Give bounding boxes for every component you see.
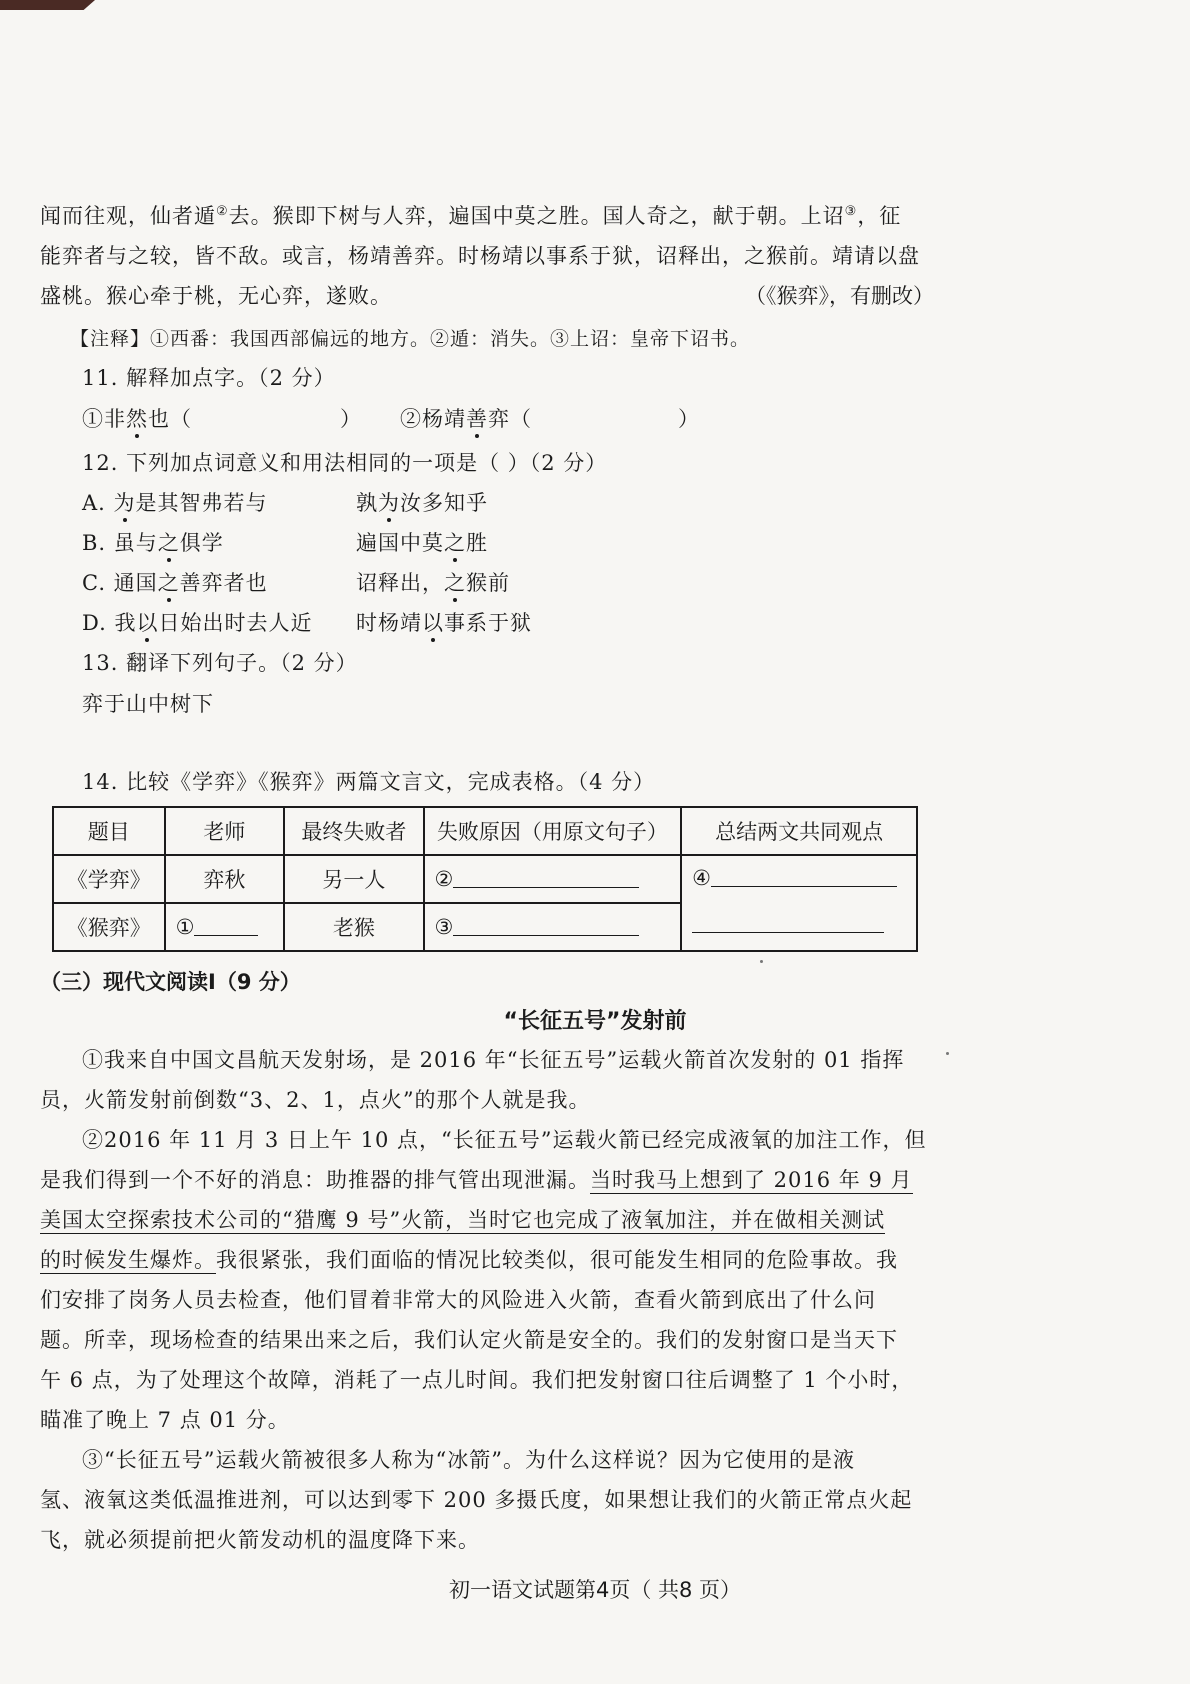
q12-option-b-left: B. 虽与之俱学	[82, 531, 224, 555]
passage-line-2: 能弈者与之较，皆不敌。或言，杨靖善弈。时杨靖以事系于狱，诏释出，之猴前。靖请以盘	[40, 244, 920, 268]
table-header-cell: 最终失败者	[284, 807, 423, 855]
q12-option-d-left: D. 我以日始出时去人近	[82, 611, 313, 635]
q12-option-b-right: 遍国中莫之胜	[356, 531, 488, 555]
table-cell-title: 《学弈》	[53, 855, 165, 903]
table-header-cell: 题目	[53, 807, 165, 855]
article-p2-line: 题。所幸，现场检查的结果出来之后，我们认定火箭是安全的。我们的发射窗口是当天下	[40, 1328, 898, 1352]
table-cell-teacher[interactable]: ①	[165, 903, 285, 951]
q12-option-c-left: C. 通国之善弈者也	[82, 571, 268, 595]
q11-stem: 11. 解释加点字。（2 分）	[82, 366, 336, 390]
table-row	[53, 855, 917, 903]
article-p2-line: 瞄准了晚上 7 点 01 分。	[40, 1408, 290, 1432]
article-title: “长征五号”发射前	[503, 1009, 687, 1034]
q14-stem: 14. 比较《学弈》《猴弈》两篇文言文，完成表格。（4 分）	[82, 770, 656, 794]
table-cell-reason[interactable]: ②	[424, 855, 682, 903]
table-header-row	[53, 807, 917, 855]
q12-stem: 12. 下列加点词意义和用法相同的一项是（ ）（2 分）	[82, 451, 608, 475]
article-p3-line: 氢、液氧这类低温推进剂，可以达到零下 200 多摄氏度，如果想让我们的火箭正常点火起	[40, 1488, 913, 1512]
article-p2-line: ②2016 年 11 月 3 日上午 10 点，“长征五号”运载火箭已经完成液氧的加注工作，但	[82, 1128, 927, 1152]
section-heading: （三）现代文阅读Ⅰ（9 分）	[40, 970, 301, 994]
article-p2-line: 的时候发生爆炸。我很紧张，我们面临的情况比较类似，很可能发生相同的危险事故。我	[40, 1248, 898, 1272]
q13-sentence: 弈于山中树下	[82, 692, 214, 716]
article-p1-line: ①我来自中国文昌航天发射场，是 2016 年“长征五号”运载火箭首次发射的 01 指挥	[82, 1048, 905, 1072]
article-p2-line: 们安排了岗务人员去检查，他们冒着非常大的风险进入火箭，查看火箭到底出了什么问	[40, 1288, 876, 1312]
table-header-cell: 总结两文共同观点	[681, 807, 917, 855]
table-cell-reason[interactable]: ③	[424, 903, 682, 951]
table-cell-teacher: 弈秋	[165, 855, 285, 903]
article-p2-line: 美国太空探索技术公司的“猎鹰 9 号”火箭，当时它也完成了液氧加注，并在做相关测试	[40, 1208, 886, 1232]
table-cell-title: 《猴弈》	[53, 903, 165, 951]
article-p2-line: 是我们得到一个不好的消息：助推器的排气管出现泄漏。当时我马上想到了 2016 年 9 月	[40, 1168, 913, 1192]
q12-option-c-right: 诏释出，之猴前	[356, 571, 510, 595]
page-footer: 初一语文试题第4页（ 共8 页）	[448, 1578, 742, 1602]
article-p1-line: 员，火箭发射前倒数“3、2、1，点火”的那个人就是我。	[40, 1088, 591, 1112]
q11-item-2: ②杨靖善弈（ ）	[400, 407, 700, 431]
article-p3-line: ③“长征五号”运载火箭被很多人称为“冰箭”。为什么这样说？因为它使用的是液	[82, 1448, 855, 1472]
q13-stem: 13. 翻译下列句子。（2 分）	[82, 651, 358, 675]
table-header-cell: 失败原因（用原文句子）	[424, 807, 682, 855]
table-cell-summary[interactable]: ④	[681, 855, 917, 951]
passage-notes: 【注释】①西番：我国西部偏远的地方。②遁：消失。③上诏：皇帝下诏书。	[70, 328, 751, 350]
passage-line-1: 闻而往观，仙者遁②去。猴即下树与人弈，遍国中莫之胜。国人奇之，献于朝。上诏③，征	[40, 204, 902, 228]
scan-speck	[946, 1052, 949, 1055]
scan-speck	[760, 960, 763, 963]
article-p3-line: 飞，就必须提前把火箭发动机的温度降下来。	[40, 1528, 480, 1552]
q12-option-a-left: A. 为是其智弗若与	[82, 491, 268, 515]
comparison-table	[52, 806, 918, 952]
q12-option-d-right: 时杨靖以事系于狱	[356, 611, 532, 635]
table-cell-loser: 另一人	[284, 855, 423, 903]
q12-option-a-right: 孰为汝多知乎	[356, 491, 488, 515]
passage-line-3: 盛桃。猴心牵于桃，无心弈，遂败。	[40, 284, 392, 308]
table-cell-loser: 老猴	[284, 903, 423, 951]
passage-citation: （《猴弈》，有删改）	[745, 284, 934, 308]
table-header-cell: 老师	[165, 807, 285, 855]
article-p2-line: 午 6 点，为了处理这个故障，消耗了一点儿时间。我们把发射窗口往后调整了 1 个小时，	[40, 1368, 914, 1392]
q11-item-1: ①非然也（ ）	[82, 407, 362, 431]
